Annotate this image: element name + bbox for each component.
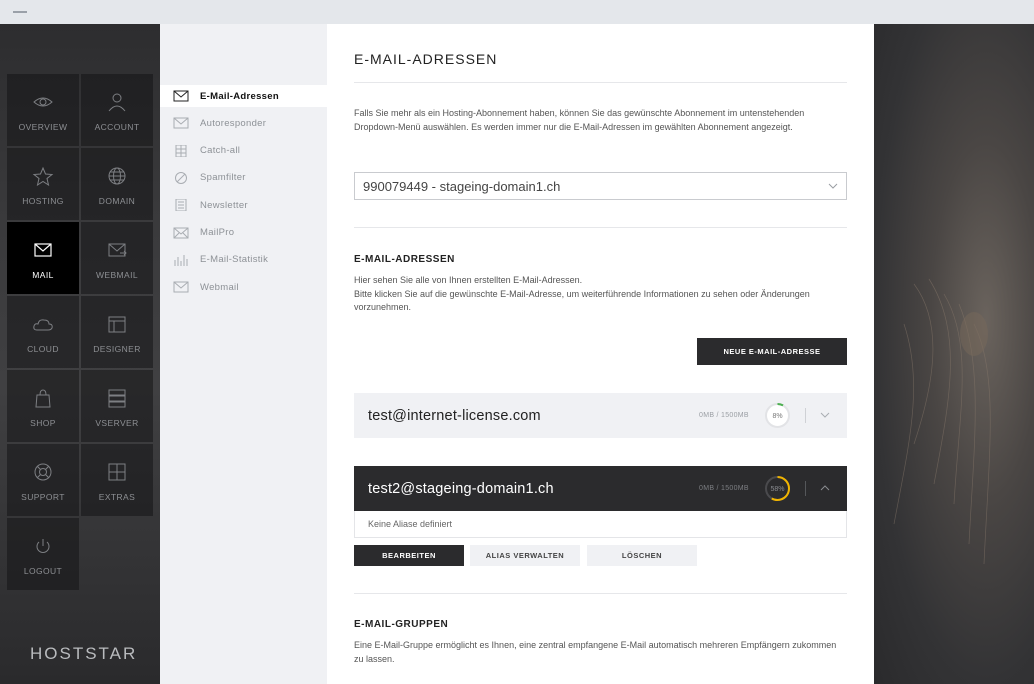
power-icon bbox=[32, 536, 54, 556]
subnav-item-label: Autoresponder bbox=[200, 117, 267, 129]
webmail-icon bbox=[173, 281, 189, 293]
nav-tile-shop[interactable] bbox=[7, 370, 79, 442]
nav-tile-domain[interactable] bbox=[81, 148, 153, 220]
addresses-heading: E-MAIL-ADRESSEN bbox=[354, 254, 455, 265]
addresses-text bbox=[354, 274, 814, 315]
nav-tile-label: CLOUD bbox=[27, 344, 59, 354]
hoststar-logo: HOSTSTAR bbox=[30, 644, 138, 663]
nav-tile-mail[interactable] bbox=[7, 222, 79, 294]
subnav-item-webmail[interactable] bbox=[160, 276, 327, 298]
new-address-button[interactable]: NEUE E-MAIL-ADRESSE bbox=[697, 338, 847, 365]
subnav-item-label: Spamfilter bbox=[200, 172, 246, 184]
usage-ring bbox=[764, 475, 791, 502]
subnav-item-autoresponder[interactable] bbox=[160, 112, 327, 134]
usage-percent: 8% bbox=[772, 413, 783, 420]
autoresponder-icon bbox=[173, 117, 189, 129]
email-account-row[interactable] bbox=[354, 393, 847, 438]
user-icon bbox=[106, 92, 128, 112]
usage-ring bbox=[764, 402, 791, 429]
subnav-item-label: E-Mail-Statistik bbox=[200, 254, 269, 266]
nav-tile-label: SHOP bbox=[30, 418, 56, 428]
star-icon bbox=[32, 166, 54, 186]
email-address: test@internet-license.com bbox=[368, 407, 541, 424]
eye-icon bbox=[32, 92, 54, 112]
layout-icon bbox=[106, 314, 128, 334]
nav-tile-logout[interactable] bbox=[7, 518, 79, 590]
mail-subnav bbox=[160, 24, 327, 684]
globe-icon bbox=[106, 166, 128, 186]
subnav-item-e-mail-adressen[interactable] bbox=[160, 85, 327, 107]
subnav-item-e-mail-statistik[interactable] bbox=[160, 249, 327, 271]
nav-tile-label: LOGOUT bbox=[23, 566, 63, 576]
hair-texture bbox=[874, 24, 1034, 684]
nav-tile-overview[interactable] bbox=[7, 74, 79, 146]
delete-button[interactable]: LÖSCHEN bbox=[587, 545, 697, 566]
edit-button[interactable]: BEARBEITEN bbox=[354, 545, 464, 566]
subnav-item-label: MailPro bbox=[200, 227, 235, 238]
chevron-up-icon[interactable] bbox=[820, 484, 830, 492]
groups-heading: E-MAIL-GRUPPEN bbox=[354, 619, 449, 630]
page-title: E-MAIL-ADRESSEN bbox=[354, 51, 498, 67]
subscription-select-value: 990079449 - stageing-domain1.ch bbox=[363, 178, 561, 194]
groups-text: Eine E-Mail-Gruppe ermöglicht es Ihnen, eine zentral empfangene E-Mail automatisch mehreren Empfängern zukommen zu lassen. bbox=[354, 640, 837, 664]
mailpro-icon bbox=[173, 227, 189, 239]
block-icon bbox=[173, 172, 189, 184]
divider bbox=[354, 227, 847, 228]
envelope-icon bbox=[32, 240, 54, 260]
divider bbox=[354, 82, 847, 83]
subnav-item-newsletter[interactable] bbox=[160, 194, 327, 216]
document-icon bbox=[173, 199, 189, 211]
nav-tile-extras[interactable] bbox=[81, 444, 153, 516]
nav-tile-hosting[interactable] bbox=[7, 148, 79, 220]
addresses-text-line: Hier sehen Sie alle von Ihnen erstellten E-Mail-Adressen. bbox=[354, 275, 583, 285]
intro-text: Falls Sie mehr als ein Hosting-Abonnement haben, können Sie das gewünschte Abonnement im untenstehenden Dropdown-Menü auswählen. Es werden immer nur die E-Mail-Adressen im gewählten Abonnement angezeigt. bbox=[354, 108, 805, 132]
nav-tile-label: WEBMAIL bbox=[95, 270, 138, 280]
subnav-item-spamfilter[interactable] bbox=[160, 167, 327, 189]
shopping-bag-icon bbox=[32, 388, 54, 408]
lifebuoy-icon bbox=[32, 462, 54, 482]
nav-tile-label: EXTRAS bbox=[98, 492, 136, 502]
quota-usage: 0MB / 1500MB bbox=[699, 485, 749, 492]
subnav-item-label: Newsletter bbox=[200, 199, 248, 211]
subscription-select[interactable] bbox=[354, 172, 847, 200]
bar-chart-icon bbox=[173, 254, 189, 266]
minimize-icon[interactable] bbox=[13, 11, 27, 13]
subnav-item-catch-all[interactable] bbox=[160, 140, 327, 162]
chevron-down-icon bbox=[828, 182, 838, 190]
nav-tile-account[interactable] bbox=[81, 74, 153, 146]
subnav-item-label: Catch-all bbox=[200, 145, 241, 157]
subnav-item-mailpro[interactable] bbox=[160, 222, 327, 244]
nav-tile-label: DOMAIN bbox=[98, 196, 136, 206]
nav-tile-label: DESIGNER bbox=[93, 344, 141, 354]
nav-tile-label: MAIL bbox=[32, 270, 54, 280]
email-address: test2@stageing-domain1.ch bbox=[368, 480, 554, 497]
nav-tile-webmail[interactable] bbox=[81, 222, 153, 294]
nav-tile-label: OVERVIEW bbox=[18, 122, 68, 132]
addresses-text-line: Bitte klicken Sie auf die gewünschte E-Mail-Adresse, um weiterführende Informationen zu sehen oder Änderungen vorzunehmen. bbox=[354, 288, 810, 312]
nav-tile-designer[interactable] bbox=[81, 296, 153, 368]
server-icon bbox=[106, 388, 128, 408]
nav-tile-cloud[interactable] bbox=[7, 296, 79, 368]
divider bbox=[354, 593, 847, 594]
nav-tile-vserver[interactable] bbox=[81, 370, 153, 442]
nav-tile-label: ACCOUNT bbox=[94, 122, 140, 132]
quota-usage: 0MB / 1500MB bbox=[699, 412, 749, 419]
subnav-item-label: Webmail bbox=[200, 281, 239, 293]
main-content bbox=[327, 24, 874, 684]
alias-info: Keine Aliase definiert bbox=[354, 511, 847, 538]
envelope-icon bbox=[173, 90, 189, 102]
divider bbox=[805, 408, 806, 423]
divider bbox=[805, 481, 806, 496]
nav-tile-support[interactable] bbox=[7, 444, 79, 516]
table-grid-icon bbox=[173, 145, 189, 157]
grid-plus-icon bbox=[106, 462, 128, 482]
window-titlebar bbox=[0, 0, 1034, 24]
webmail-icon bbox=[106, 240, 128, 260]
background-photo bbox=[874, 24, 1034, 684]
nav-tile-label: HOSTING bbox=[22, 196, 64, 206]
nav-tile-label: VSERVER bbox=[95, 418, 139, 428]
cloud-icon bbox=[32, 314, 54, 334]
chevron-down-icon[interactable] bbox=[820, 411, 830, 419]
manage-alias-button[interactable]: ALIAS VERWALTEN bbox=[470, 545, 580, 566]
email-account-row[interactable] bbox=[354, 466, 847, 511]
subnav-item-label: E-Mail-Adressen bbox=[200, 90, 279, 102]
nav-tile-label: SUPPORT bbox=[21, 492, 65, 502]
usage-percent: 58% bbox=[770, 486, 785, 493]
